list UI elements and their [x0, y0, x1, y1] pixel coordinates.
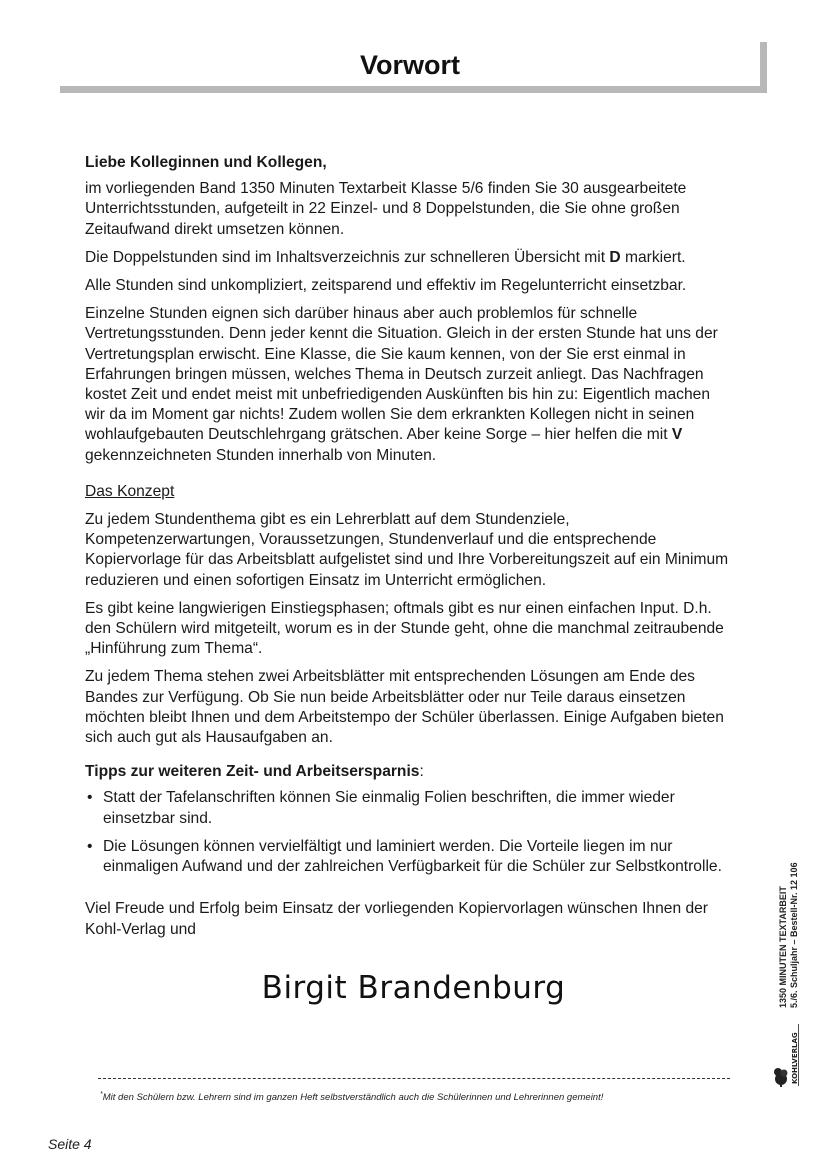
signature: Birgit Brandenburg [261, 970, 566, 1006]
closing-paragraph: Viel Freude und Erfolg beim Einsatz der vorliegenden Kopiervorlagen wünschen Ihnen der Kohl-Verlag und [85, 900, 708, 938]
intro-p4-text-a: Einzelne Stunden eignen sich darüber hinaus aber auch problemlos für schnelle Vertretungsstunden. Denn jeder kennt die Situation. Gleich in der ersten Stunde hat uns der Vertretungsplan erwischt. Eine Klasse, die Sie kaum kennen, von der Sie erst einmal in Erfahrungen bringen müssen, welches Thema in Deutsch zurzeit anliegt. Das Nachfragen kostet Zeit und endet meist mit unbefriedigenden Auskünften bis hin zu: Eigentlich machen wir da im Moment gar nichts! Zudem wollen Sie dem erkrankten Kollegen nicht in seinen wohlaufgebauten Deutschlehrgang grätschen. Aber keine Sorge – hier helfen die mit [85, 305, 718, 444]
list-item [85, 788, 731, 828]
intro-p4-bold: V [671, 426, 683, 444]
concept-paragraph-1: Zu jedem Stundenthema gibt es ein Lehrerblatt auf dem Stundenziele, Kompetenzerwartungen, Voraussetzungen, Stundenverlauf und die entsprechende Kopiervorlage für das Arbeitsblatt aufgelistet sind und Ihre Vorbereitungszeit auf ein Minimum reduzieren und einen sofortigen Einsatz im Unterricht ermöglichen. [85, 511, 729, 589]
intro-p2-text-a: Die Doppelstunden sind im Inhaltsverzeichnis zur schnelleren Übersicht mit [85, 248, 610, 266]
concept-paragraph-2: Es gibt keine langwierigen Einstiegsphasen; oftmals gibt es nur einen einfachen Input. D.h. den Schülern wird mitgeteilt, worum es in der Stunde geht, ohne die manchmal zeitraubende „Hinführung zum Thema“. [85, 599, 724, 658]
bullet-icon: • [87, 837, 93, 855]
intro-p2-text-b: markiert. [620, 248, 686, 266]
title-box [60, 42, 767, 93]
logo-text: KOHLVERLAG [791, 1032, 799, 1084]
tips-item-text: Die Lösungen können vervielfältigt und laminiert werden. Die Vorteile liegen im nur einmaligen Aufwand und der zahlreichen Verfügbarkeit für die Schüler zur Selbstkontrolle. [103, 837, 722, 876]
tips-heading-line [85, 762, 731, 782]
publisher-logo-icon [773, 1016, 803, 1088]
intro-paragraph-4 [85, 304, 731, 466]
main-content [85, 153, 731, 948]
intro-paragraph-2 [85, 248, 731, 268]
footnote-mark: * [100, 1091, 103, 1098]
tips-item-text: Statt der Tafelanschriften können Sie einmalig Folien beschriften, die immer wieder einsetzbar sind. [103, 789, 675, 827]
side-imprint-line-1: 1350 MINUTEN TEXTARBEIT [778, 886, 788, 1008]
tips-heading: Tipps zur weiteren Zeit- und Arbeitsersparnis [85, 763, 420, 781]
side-imprint [778, 818, 800, 1008]
concept-heading: Das Konzept [85, 482, 175, 500]
page-title: Vorwort [360, 50, 460, 80]
intro-paragraph-3: Alle Stunden sind unkompliziert, zeitsparend und effektiv im Regelunterricht einsetzbar. [85, 277, 687, 295]
concept-paragraph-3: Zu jedem Thema stehen zwei Arbeitsblätter mit entsprechenden Lösungen am Ende des Bandes zur Verfügung. Ob Sie nun beide Arbeitsblätter oder nur Teile daraus einsetzen möchten bleibt Ihnen und dem Arbeitstempo der Schüler überlassen. Einige Aufgaben bieten sich auch gut als Hausaufgaben an. [85, 668, 724, 747]
tips-heading-colon: : [419, 763, 424, 781]
footnote [100, 1091, 603, 1103]
page-number: Seite 4 [48, 1136, 92, 1152]
greeting: Liebe Kolleginnen und Kollegen, [85, 154, 327, 171]
footnote-divider [98, 1078, 730, 1079]
side-imprint-line-2: 5./6. Schuljahr – Bestell-Nr. 12 106 [789, 862, 799, 1008]
footnote-text: Mit den Schülern bzw. Lehrern sind im ganzen Heft selbstverständlich auch die Schülerinnen und Lehrerinnen gemeint! [102, 1092, 604, 1104]
intro-paragraph-1: im vorliegenden Band 1350 Minuten Textarbeit Klasse 5/6 finden Sie 30 ausgearbeitete Unterrichtsstunden, aufgeteilt in 22 Einzel- und 8 Doppelstunden, die Sie ohne großen Zeitaufwand direkt umsetzen können. [85, 180, 687, 238]
intro-p4-text-b: gekennzeichneten Stunden innerhalb von Minuten. [85, 446, 437, 464]
intro-p2-bold: D [609, 248, 621, 266]
bullet-icon: • [87, 789, 93, 807]
tips-list [85, 788, 731, 877]
list-item [85, 837, 731, 877]
